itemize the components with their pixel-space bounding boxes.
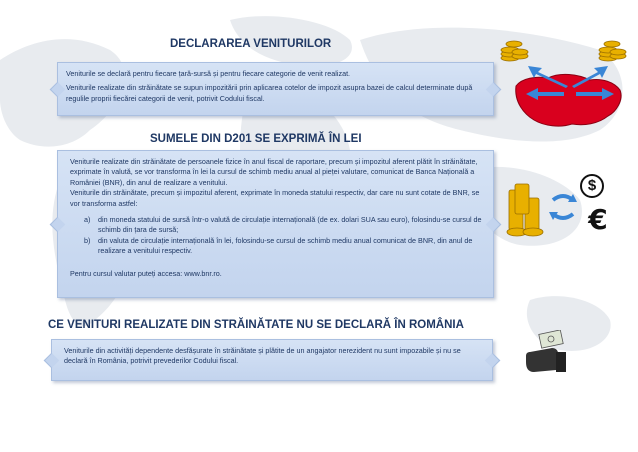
gold-coins-icon <box>507 184 543 236</box>
panel-not-declared <box>51 339 493 381</box>
heading-not-declared: CE VENITURI REALIZATE DIN STRĂINĂTATE NU SE DECLARĂ ÎN ROMÂNIA <box>48 319 464 331</box>
coin-stack-right-icon <box>599 41 626 61</box>
romania-map-shape <box>516 74 621 126</box>
panel-declaring-income <box>57 62 494 116</box>
list-item <box>84 215 485 236</box>
declaring-income-para-2: Veniturile realizate din străinătate se supun impozitării prin aplicarea cotelor de impozit asupra bazei de calcul determinate după regulile proprii fiecărei categorii de venit, potrivit Codului fiscal. <box>66 83 473 103</box>
declaring-income-para-1: Veniturile se declară pentru fiecare țară-sursă și pentru fiecare categorie de venit realizat. <box>66 69 351 78</box>
panel-amounts-in-lei <box>57 150 494 298</box>
coin-stack-left-icon <box>501 41 528 61</box>
list-item <box>84 236 485 257</box>
list-marker: b) <box>84 235 91 245</box>
dollar-symbol: $ <box>587 177 597 194</box>
euro-icon <box>583 205 613 235</box>
amounts-para-2: Veniturile din străinătate, precum și impozitul aferent, exprimate în moneda statului respectiv, dar care nu sunt cotate de BNR, se vor transforma astfel: <box>70 188 480 208</box>
not-declared-para: Veniturile din activități dependente desfășurate în străinătate și plătite de un angajator nerezident nu sunt impozabile și nu se declară în România, potrivit prevederilor Codului fiscal. <box>64 346 461 366</box>
romania-map-coins-illustration <box>498 28 638 138</box>
heading-amounts-in-lei: SUMELE DIN D201 SE EXPRIMĂ ÎN LEI <box>150 133 362 145</box>
heading-declaring-income: DECLARAREA VENITURILOR <box>170 38 332 50</box>
amounts-para-1: Veniturile realizate din străinătate de persoanele fizice în anul fiscal de raportare, precum și impozitul aferent plătit în străinătate, exprimate în valută, se vor transforma în lei la cursul de schimb mediu anual al pieței valutare, comunicat de Banca Națională a României (BNR), din anul de realizare a venitului. <box>70 157 478 187</box>
bnr-note: Pentru cursul valutar puteți accesa: www.bnr.ro. <box>70 268 222 278</box>
hand-with-money-icon <box>522 330 568 376</box>
dollar-icon <box>580 174 604 198</box>
list-item-text: din valuta de circulație internațională în lei, folosindu-se cursul de schimb mediu anual comunicat de BNR, din anul de realizare a venitului respectiv. <box>98 235 473 256</box>
euro-symbol: € <box>588 203 608 236</box>
list-item-text: din moneda statului de sursă într-o valută de circulație internațională (de ex. dolari SUA sau euro), folosindu-se cursul de schimb din țara de sursă; <box>98 215 482 235</box>
list-marker: a) <box>84 215 91 225</box>
